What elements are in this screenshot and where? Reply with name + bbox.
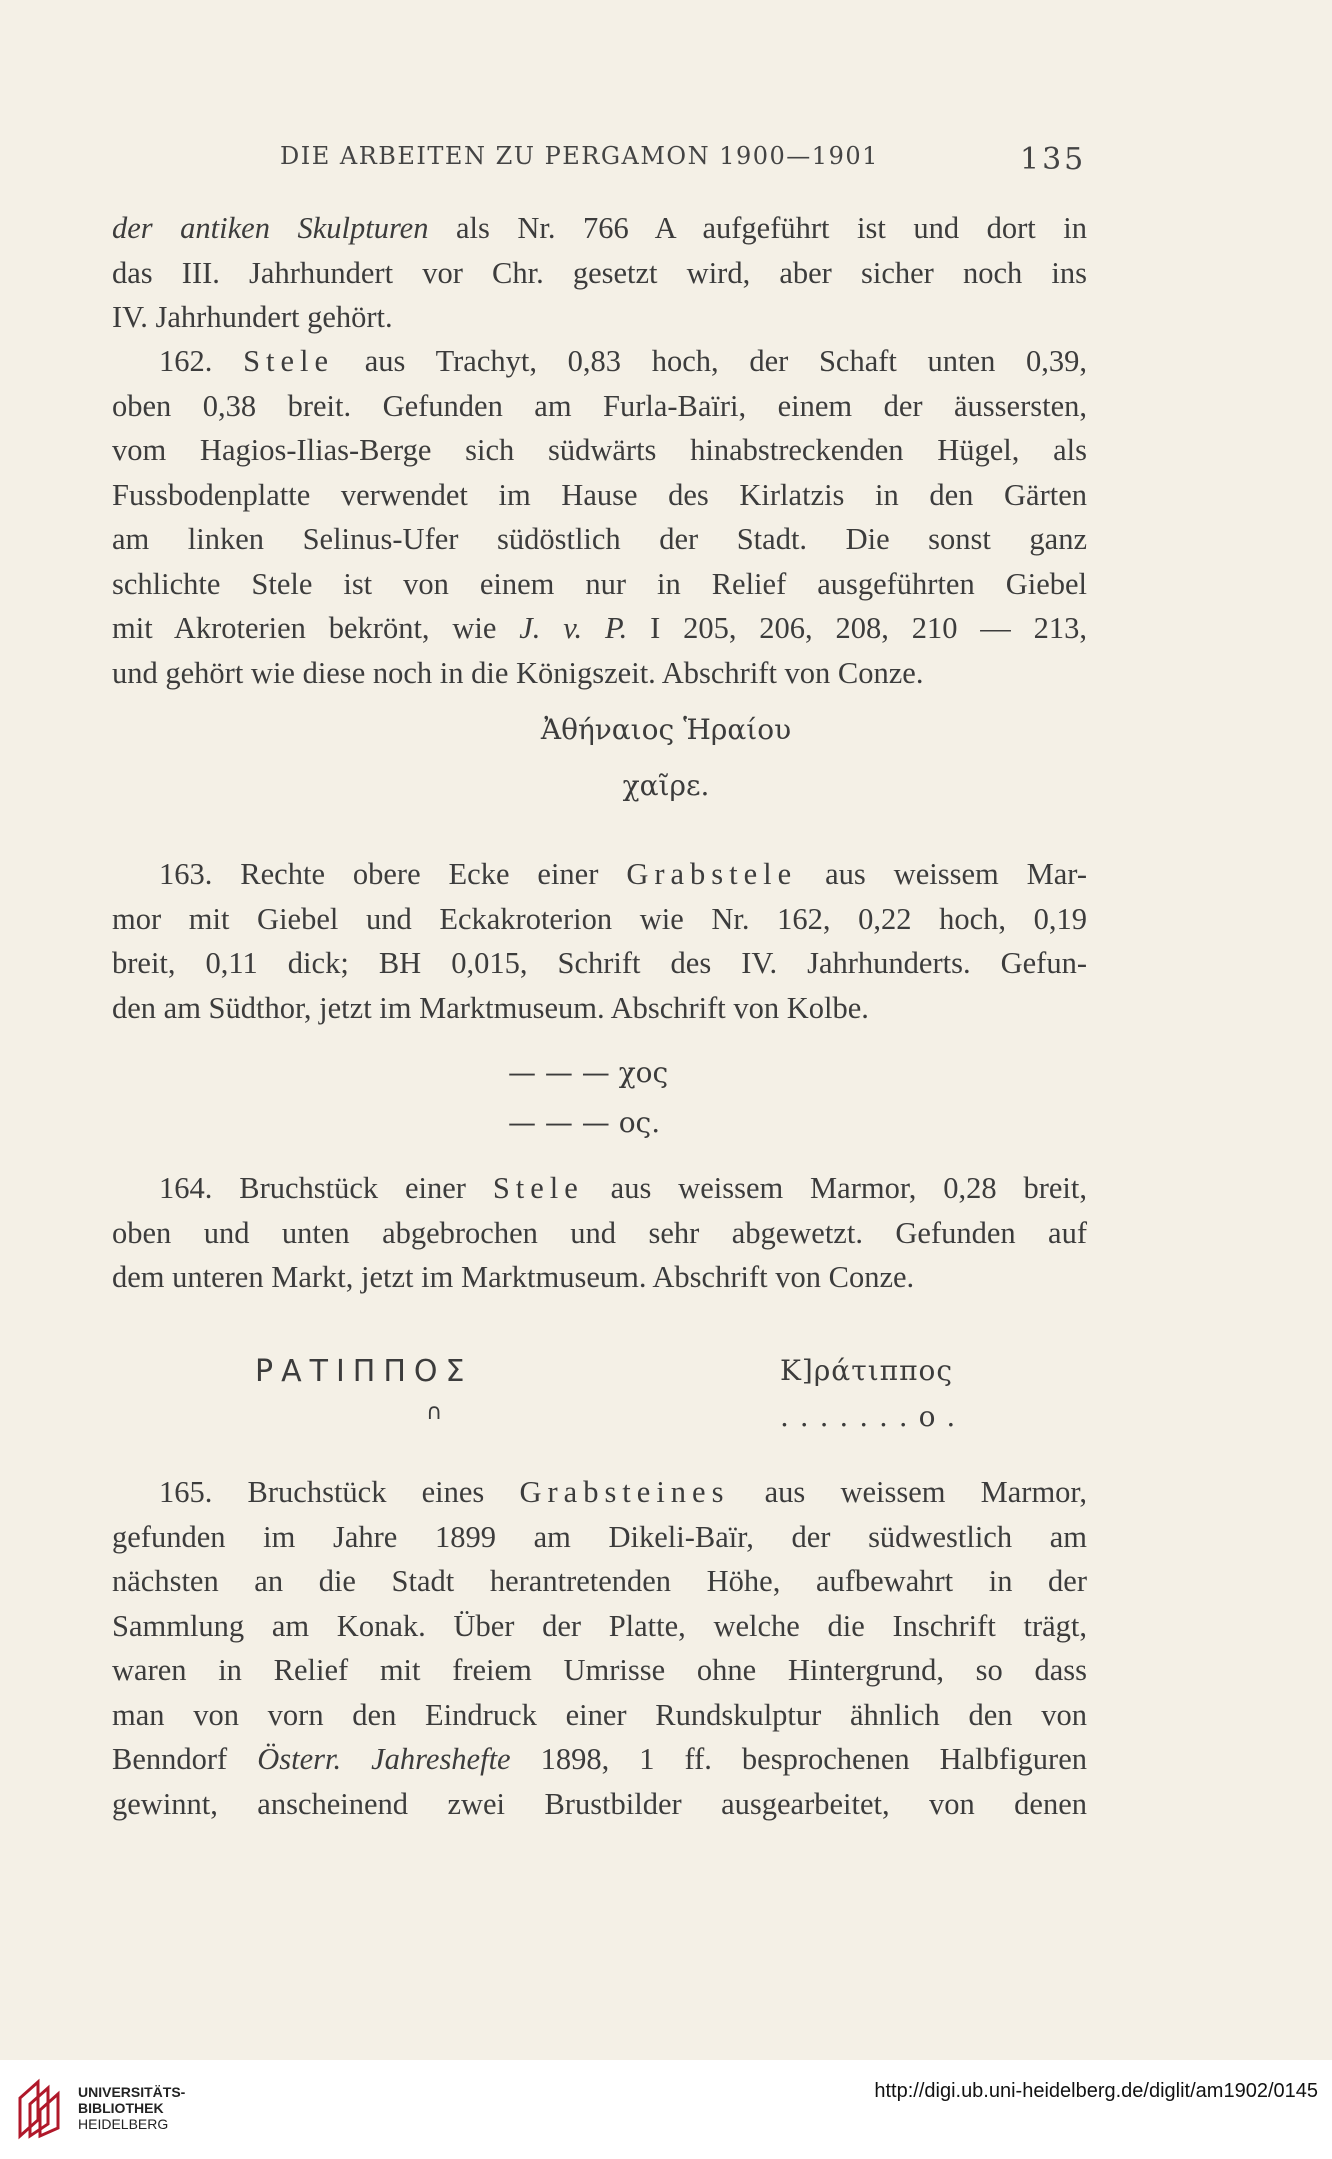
text-line: aus weissem Mar-	[797, 857, 1088, 891]
permalink-url[interactable]: http://digi.ub.uni-heidelberg.de/diglit/am1902/0145	[874, 2080, 1318, 2102]
greek-fragment-line: — — — χος	[508, 1056, 669, 1089]
text-line: waren in Relief mit freiem Umrisse ohne Hintergrund, so dass	[112, 1653, 1087, 1687]
text-line: am linken Selinus-Ufer südöstlich der Stadt. Die sonst ganz	[112, 522, 1087, 556]
library-name	[78, 2084, 185, 2132]
spaced-term: Grabsteines	[519, 1475, 730, 1509]
library-name-line: HEIDELBERG	[78, 2116, 169, 2132]
entry-165	[112, 1470, 1087, 1826]
spaced-term: Stele	[492, 1171, 584, 1205]
text-line: I 205, 206, 208, 210 — 213,	[627, 611, 1087, 645]
text-line: dem unteren Markt, jetzt im Marktmuseum. Abschrift von Conze.	[112, 1260, 915, 1294]
greek-inscription-162	[0, 702, 1332, 814]
italic-title: Österr. Jahreshefte	[257, 1742, 511, 1776]
entry-164	[112, 1166, 1087, 1300]
text-line: Sammlung am Konak. Über der Platte, welche die Inschrift trägt,	[112, 1608, 1087, 1643]
text-line: 1898, 1 ff. besprochenen Halbfiguren	[510, 1742, 1087, 1776]
spaced-term: Stele	[243, 344, 335, 378]
text-line: breit, 0,11 dick; BH 0,015, Schrift des IV. Jahrhunderts. Gefun-	[112, 946, 1087, 980]
text-line: nächsten an die Stadt herantretenden Höhe, aufbewahrt in der	[112, 1564, 1087, 1598]
greek-line: χαῖρε.	[622, 769, 710, 802]
majuscule-inscription-line: ∩	[426, 1400, 451, 1425]
text-line: und gehört wie diese noch in die Königszeit. Abschrift von Conze.	[112, 655, 924, 690]
text-line: man von vorn den Eindruck einer Rundskulptur ähnlich den von	[112, 1697, 1087, 1732]
text-line: den am Südthor, jetzt im Marktmuseum. Abschrift von Kolbe.	[112, 990, 869, 1025]
text-line: gewinnt, anscheinend zwei Brustbilder ausgearbeitet, von denen	[112, 1786, 1087, 1821]
text-line: schlichte Stele ist von einem nur in Relief ausgeführten Giebel	[112, 566, 1087, 601]
text-line: IV. Jahrhundert gehört.	[112, 300, 393, 334]
entry-number: 165.	[159, 1475, 248, 1509]
text-line: das III. Jahrhundert vor Chr. gesetzt wird, aber sicher noch ins	[112, 255, 1087, 290]
text-line: vom Hagios-Ilias-Berge sich südwärts hinabstreckenden Hügel, als	[112, 433, 1087, 467]
transcription-line: Κ]ράτιππος	[780, 1354, 954, 1387]
italic-abbrev: J. v. P.	[519, 611, 628, 645]
text-line: aus weissem Marmor, 0,28 breit,	[583, 1171, 1088, 1205]
library-name-line: BIBLIOTHEK	[78, 2100, 164, 2116]
page-header	[0, 142, 1332, 182]
text-line: Bruchstück eines	[247, 1475, 520, 1509]
text-line: mit Akroterien bekrönt, wie	[112, 611, 520, 645]
text-line: oben 0,38 breit. Gefunden am Furla-Baïri, einem der äussersten,	[112, 388, 1087, 423]
library-logo-icon	[16, 2078, 66, 2140]
text-line: oben und unten abgebrochen und sehr abgewetzt. Gefunden auf	[112, 1215, 1087, 1250]
text-line: Bruchstück einer	[239, 1171, 493, 1205]
transcription-line: . . . . . . . ο .	[780, 1400, 957, 1433]
library-name-line: UNIVERSITÄTS-	[78, 2084, 186, 2100]
text-line: aus Trachyt, 0,83 hoch, der Schaft unten 0,39,	[334, 344, 1088, 378]
greek-fragment-line: — — — ος.	[508, 1106, 661, 1139]
library-footer	[0, 2060, 1332, 2159]
paragraph-continuation	[112, 206, 1087, 340]
text-line: Fussbodenplatte verwendet im Hause des Kirlatzis in den Gärten	[112, 477, 1087, 512]
text-line: Rechte obere Ecke einer	[240, 857, 627, 891]
entry-number: 162.	[159, 344, 244, 378]
entry-number: 164.	[159, 1171, 240, 1205]
entry-162	[112, 339, 1087, 695]
text-line: aus weissem Marmor,	[729, 1475, 1087, 1509]
spaced-term: Grabstele	[626, 857, 798, 891]
text-line: Benndorf	[112, 1742, 258, 1776]
entry-number: 163.	[159, 857, 241, 891]
greek-line: Ἀθήναιος Ἡραίου	[540, 713, 792, 746]
majuscule-inscription-line: ΡΑΤΙΠΠΟΣ	[255, 1354, 473, 1389]
page-number: 135	[1020, 142, 1087, 177]
text-line: als Nr. 766 A aufgeführt ist und dort in	[428, 211, 1087, 245]
italic-title: der antiken Skulpturen	[112, 211, 429, 245]
text-line: mor mit Giebel und Eckakroterion wie Nr. 162, 0,22 hoch, 0,19	[112, 901, 1087, 936]
entry-163	[112, 852, 1087, 1030]
text-line: gefunden im Jahre 1899 am Dikeli-Baïr, der südwestlich am	[112, 1519, 1087, 1554]
running-head: DIE ARBEITEN ZU PERGAMON 1900—1901	[280, 142, 879, 170]
